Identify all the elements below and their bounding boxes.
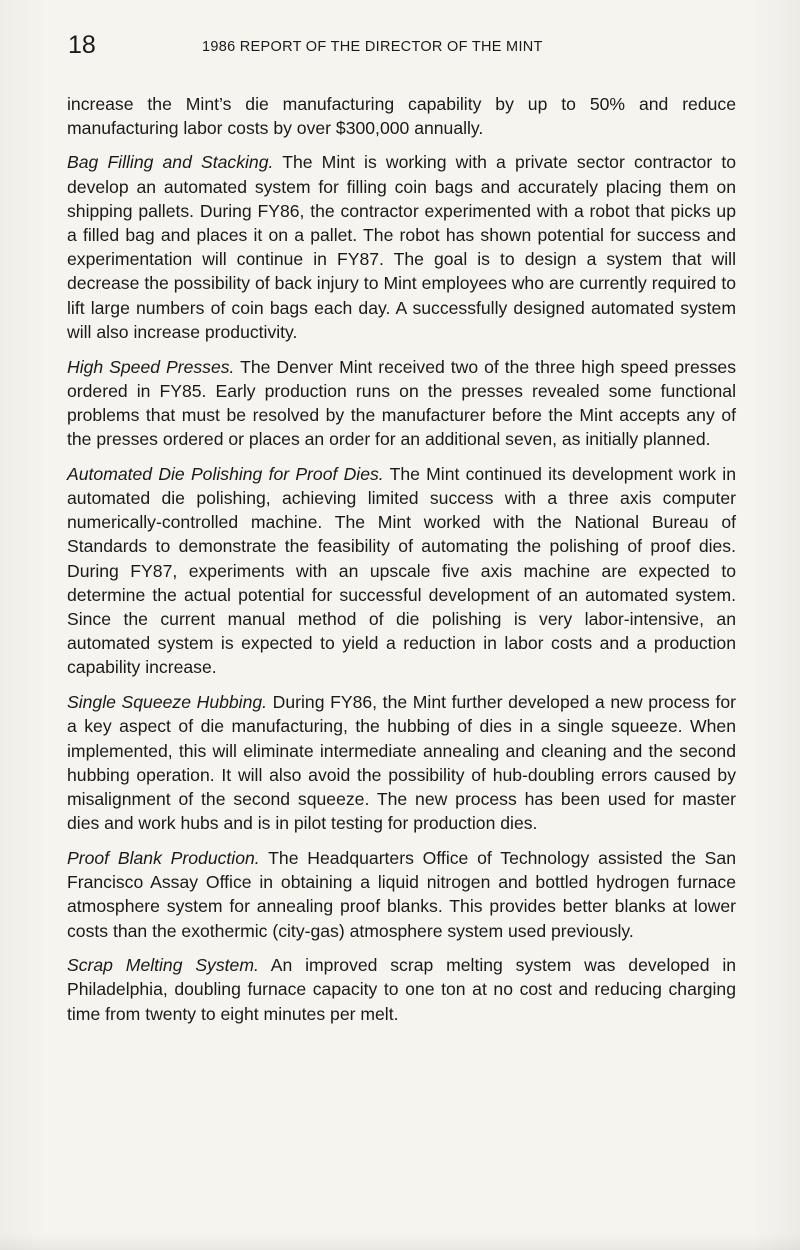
section-text: The Mint continued its development work in automated die polishing, achieving limited success with a three axis computer numerically-controlled machine. The Mint worked with the National Bureau of Standards to demonstrate the feasibility of automating the polishing of proof dies. During FY87, experiments with an upscale five axis machine are expected to determine the actual potential for successful development of an automated system. Since the current manual method of die polishing is very labor-intensive, an automated system is expected to yield a reduction in labor costs and a production capability increase. [67, 463, 736, 678]
section-text: During FY86, the Mint further developed a new process for a key aspect of die manufacturing, the hubbing of dies in a single squeeze. When implemented, this will eliminate intermediate annealing and cleaning and the second hubbing operation. It will also avoid the possibility of hub-doubling errors caused by misalignment of the second squeeze. The new process has been used for master dies and work hubs and is in pilot testing for production dies. [67, 692, 736, 834]
section-text: An improved scrap melting system was developed in Philadelphia, doubling furnace capacity to one ton at no cost and reducing charging time from twenty to eight minutes per melt. [67, 955, 737, 1024]
page-header [68, 30, 740, 64]
section-heading: Automated Die Polishing for Proof Dies. [67, 463, 384, 484]
running-head: 1986 REPORT OF THE DIRECTOR OF THE MINT [202, 39, 543, 55]
page-bottom-edge [0, 1234, 800, 1250]
page-number: 18 [68, 31, 96, 59]
section-proof-blank-production [67, 846, 736, 943]
section-high-speed-presses [67, 355, 736, 452]
section-die-polishing [67, 462, 736, 680]
report-body [67, 92, 736, 1036]
section-text: The Mint is working with a private sector contractor to develop an automated system for filling coin bags and accurately placing them on shipping pallets. During FY86, the contractor experimented with a robot that picks up a filled bag and places it on a pallet. The robot has shown potential for success and experimentation will continue in FY87. The goal is to design a system that will decrease the possibility of back injury to Mint employees who are currently required to lift large numbers of coin bags each day. A successfully designed automated system will also increase productivity. [67, 152, 736, 342]
section-single-squeeze-hubbing [67, 690, 736, 835]
section-heading: Scrap Melting System. [67, 955, 259, 976]
section-heading: Single Squeeze Hubbing. [67, 692, 268, 713]
section-bag-filling [67, 150, 736, 344]
section-text: The Headquarters Office of Technology assisted the San Francisco Assay Office in obtaining a liquid nitrogen and bottled hydrogen furnace atmosphere system for annealing proof blanks. This provides better blanks at lower costs than the exothermic (city-gas) atmosphere system used previously. [67, 847, 736, 941]
section-scrap-melting [67, 953, 736, 1026]
section-heading: Proof Blank Production. [67, 847, 260, 868]
section-heading: Bag Filling and Stacking. [67, 152, 274, 173]
section-text: The Denver Mint received two of the three high speed presses ordered in FY85. Early production runs on the presses revealed some functional problems that must be resolved by the manufacturer before the Mint accepts any of the presses ordered or places an order for an additional seven, as initially planned. [67, 356, 736, 450]
intro-paragraph: increase the Mint’s die manufacturing capability by up to 50% and reduce manufacturing labor costs by over $300,000 annually. [67, 94, 736, 139]
section-heading: High Speed Presses. [67, 356, 235, 377]
